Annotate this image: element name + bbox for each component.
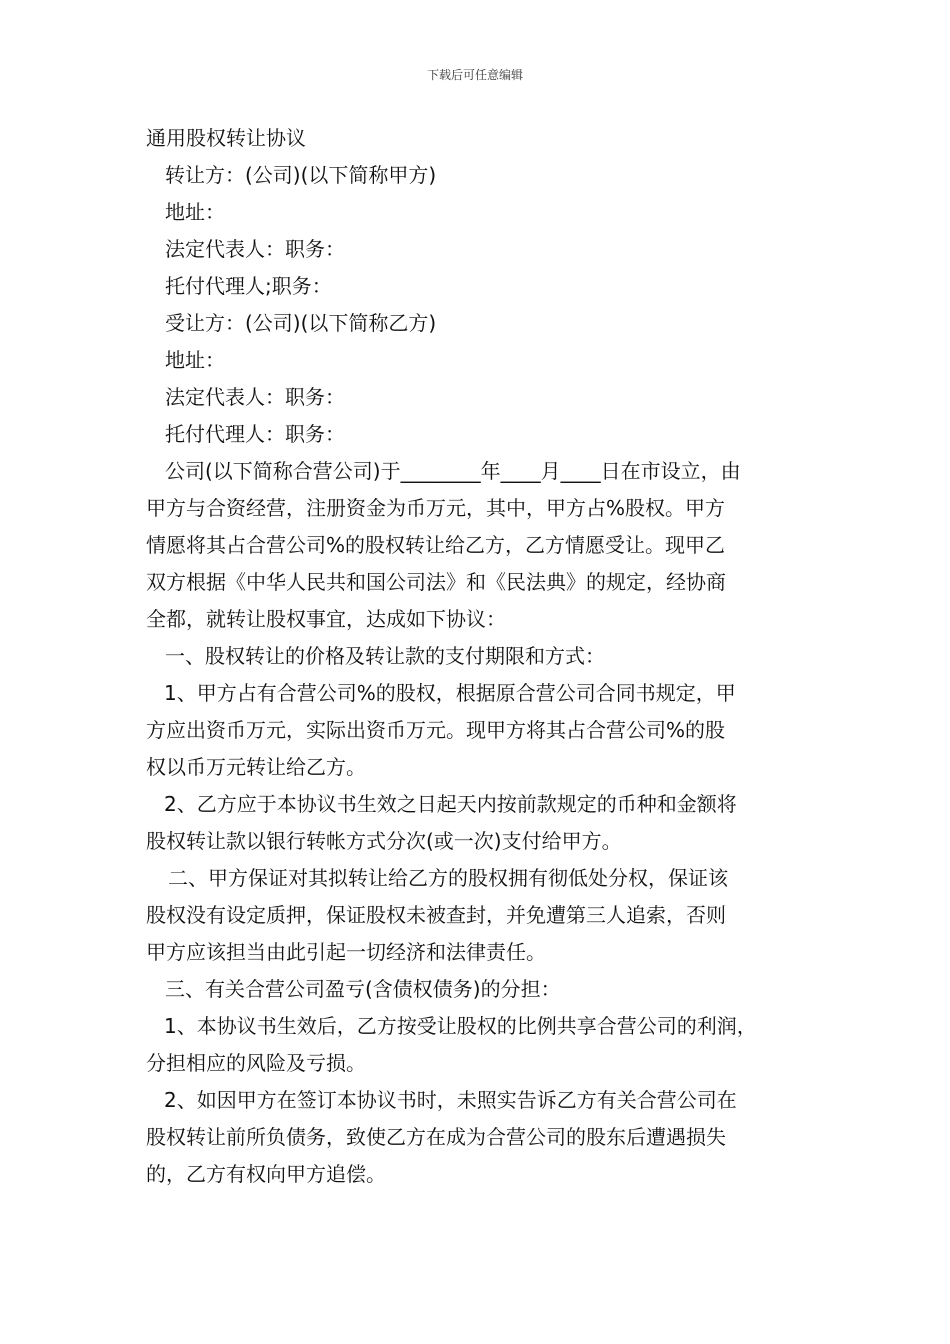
paragraph-line: 2、如因甲方在签订本协议书时，未照实告诉乙方有关合营公司在 <box>164 1088 737 1112</box>
paragraph-line: 1、本协议书生效后，乙方按受让股权的比例共享合营公司的利润， <box>164 1014 757 1038</box>
paragraph-line: 甲方与合资经营，注册资金为币万元，其中，甲方占%股权。甲方 <box>146 496 726 520</box>
party-line: 转让方：(公司)(以下简称甲方) <box>165 163 437 187</box>
paragraph-line: 股权转让前所负债务，致使乙方在成为合营公司的股东后遭遇损失 <box>146 1125 726 1149</box>
paragraph-line: 1、甲方占有合营公司%的股权，根据原合营公司合同书规定，甲 <box>164 681 736 705</box>
document-body <box>146 120 814 1193</box>
party-line: 托付代理人：职务： <box>165 422 345 446</box>
document-title: 通用股权转让协议 <box>146 126 306 150</box>
paragraph-line: 股权转让款以银行转帐方式分次(或一次)支付给甲方。 <box>146 829 622 853</box>
parties-block <box>146 157 814 453</box>
paragraph-line: 股权没有设定质押，保证股权未被查封，并免遭第三人追索，否则 <box>146 903 726 927</box>
paragraph-line: 情愿将其占合营公司%的股权转让给乙方，乙方情愿受让。现甲乙 <box>146 533 726 557</box>
party-line: 法定代表人：职务： <box>165 385 345 409</box>
party-line: 托付代理人;职务： <box>165 274 332 298</box>
section1-item2 <box>146 786 814 860</box>
section3-item2 <box>146 1082 814 1193</box>
party-line: 受让方：(公司)(以下简称乙方) <box>165 311 437 335</box>
paragraph-line: 双方根据《中华人民共和国公司法》和《民法典》的规定，经协商 <box>146 570 726 594</box>
paragraph-line: 甲方应该担当由此引起一切经济和法律责任。 <box>146 940 546 964</box>
paragraph-line: 的，乙方有权向甲方追偿。 <box>146 1162 386 1186</box>
section-heading: 一、股权转让的价格及转让款的支付期限和方式： <box>165 644 605 668</box>
party-line: 地址： <box>165 200 225 224</box>
section3-item1 <box>146 1008 814 1082</box>
intro-paragraph <box>146 453 814 638</box>
paragraph-line: 方应出资币万元，实际出资币万元。现甲方将其占合营公司%的股 <box>146 718 726 742</box>
party-line: 地址： <box>165 348 225 372</box>
section1-item1 <box>146 675 814 786</box>
paragraph-line: 全都，就转让股权事宜，达成如下协议： <box>146 607 506 631</box>
paragraph-line: 权以币万元转让给乙方。 <box>146 755 366 779</box>
paragraph-line: 公司(以下简称合营公司)于________年____月____日在市设立，由 <box>165 459 741 483</box>
paragraph-line: 二、甲方保证对其拟转让给乙方的股权拥有彻低处分权，保证该 <box>168 866 728 890</box>
party-line: 法定代表人：职务： <box>165 237 345 261</box>
page-header: 下载后可任意编辑 <box>426 68 523 82</box>
section2-paragraph <box>146 860 814 971</box>
section-heading: 三、有关合营公司盈亏(含债权债务)的分担： <box>165 977 561 1001</box>
paragraph-line: 分担相应的风险及亏损。 <box>146 1051 366 1075</box>
paragraph-line: 2、乙方应于本协议书生效之日起天内按前款规定的币种和金额将 <box>164 792 737 816</box>
